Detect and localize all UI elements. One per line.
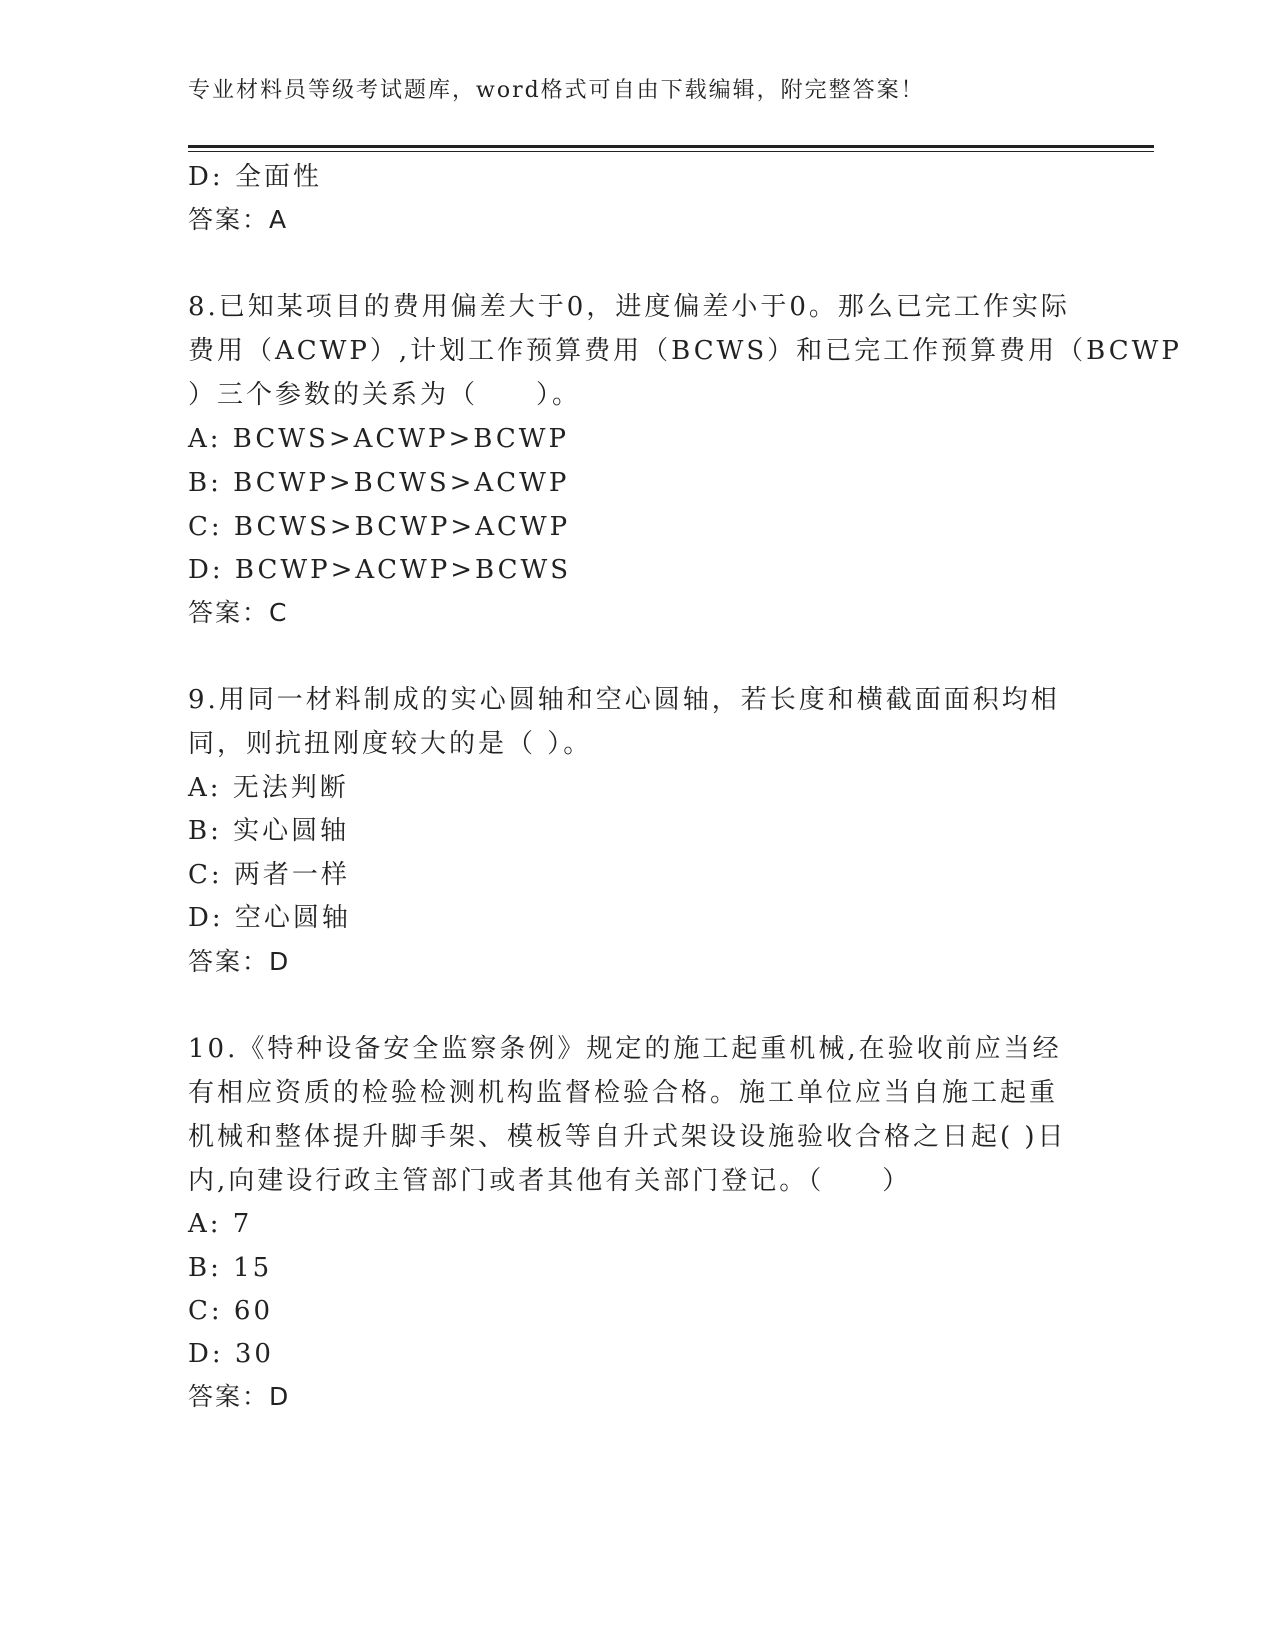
answer-label: 答案：C: [188, 598, 289, 627]
option-b: B: 15: [188, 1253, 273, 1283]
option-d: D: 全面性: [188, 162, 322, 192]
question-stem-line: 内,向建设行政主管部门或者其他有关部门登记。（ ）: [188, 1166, 912, 1196]
option-c: C: 60: [188, 1296, 274, 1326]
option-d: D: BCWP>ACWP>BCWS: [188, 555, 572, 585]
option-a: A: 无法判断: [188, 773, 349, 803]
question-stem-line: 8.已知某项目的费用偏差大于0，进度偏差小于0。那么已完工作实际: [188, 292, 1070, 322]
option-a: A: 7: [188, 1209, 253, 1239]
question-stem-line: 10.《特种设备安全监察条例》规定的施工起重机械,在验收前应当经: [188, 1034, 1062, 1064]
option-c: C: BCWS>BCWP>ACWP: [188, 512, 571, 542]
question-stem-line: 有相应资质的检验检测机构监督检验合格。施工单位应当自施工起重: [188, 1078, 1059, 1108]
page-header: 专业材料员等级考试题库，word格式可自由下载编辑，附完整答案！: [188, 78, 925, 103]
option-b: B: 实心圆轴: [188, 816, 350, 846]
answer-label: 答案：D: [188, 1382, 291, 1411]
question-stem-line: 9.用同一材料制成的实心圆轴和空心圆轴，若长度和横截面面积均相: [188, 685, 1060, 715]
question-stem-line: 费用（ACWP）,计划工作预算费用（BCWS）和已完工作预算费用（BCWP: [188, 336, 1182, 366]
option-b: B: BCWP>BCWS>ACWP: [188, 468, 570, 498]
answer-label: 答案：D: [188, 947, 291, 976]
header-rule-thin: [188, 151, 1154, 152]
question-stem-line: ）三个参数的关系为（ ）。: [188, 380, 582, 410]
option-a: A: BCWS>ACWP>BCWP: [188, 424, 569, 454]
option-c: C: 两者一样: [188, 860, 350, 890]
answer-label: 答案：A: [188, 205, 289, 234]
question-stem-line: 同，则抗扭刚度较大的是（ ）。: [188, 729, 593, 759]
option-d: D: 空心圆轴: [188, 903, 351, 933]
question-stem-line: 机械和整体提升脚手架、模板等自升式架设设施验收合格之日起( )日: [188, 1122, 1067, 1152]
option-d: D: 30: [188, 1339, 274, 1369]
header-rule-thick: [188, 145, 1154, 148]
